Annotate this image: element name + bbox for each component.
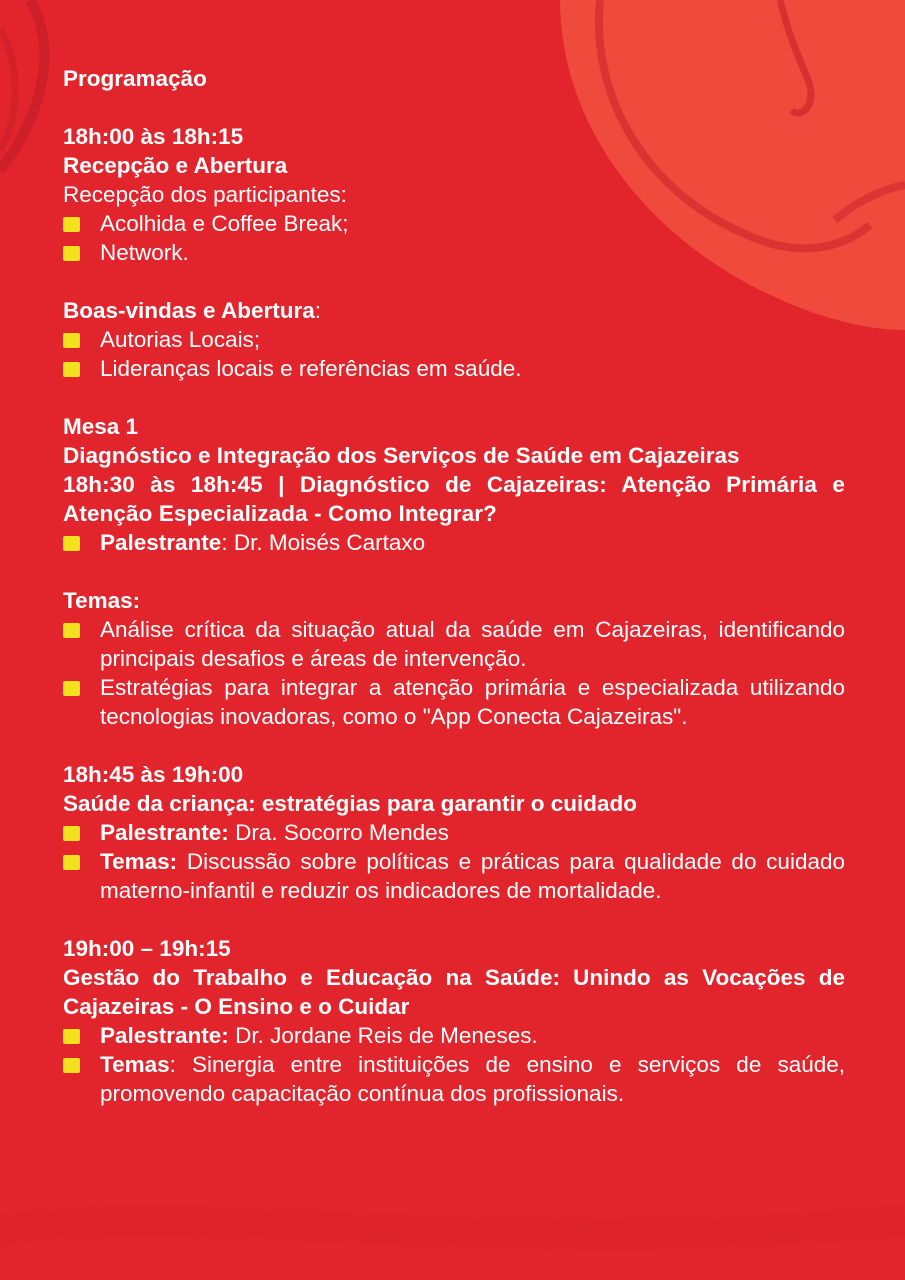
section-welcome — [63, 296, 845, 383]
list-item: Análise crítica da situação atual da saúde em Cajazeiras, identificando principais desafios e áreas de intervenção. — [63, 615, 845, 673]
list-item: Network. — [63, 238, 845, 267]
speaker-label: Palestrante: — [100, 1023, 229, 1048]
themes-text: Sinergia entre instituições de ensino e serviços de saúde, promovendo capacitação contínua dos profissionais. — [100, 1052, 845, 1106]
section-time: 18h:00 às 18h:15 — [63, 124, 244, 149]
list-item: Acolhida e Coffee Break; — [63, 209, 845, 238]
bullet-square-icon — [63, 826, 80, 841]
speaker-name: Dra. Socorro Mendes — [228, 820, 449, 845]
bullet-list — [63, 818, 845, 905]
list-item: Palestrante: Dr. Moisés Cartaxo — [63, 528, 845, 557]
section-child-health — [63, 760, 845, 905]
section-heading: Gestão do Trabalho e Educação na Saúde: Unindo as Vocações de Cajazeiras - O Ensino e o Cuidar — [63, 965, 845, 1019]
speaker-label: Palestrante — [100, 530, 222, 555]
themes-label: Temas: — [100, 849, 178, 874]
section-time: 19h:00 – 19h:15 — [63, 936, 231, 961]
bullet-list — [63, 1021, 845, 1108]
bullet-list — [63, 209, 845, 267]
list-item: Estratégias para integrar a atenção primária e especializada utilizando tecnologias inovadoras, como o "App Conecta Cajazeiras". — [63, 673, 845, 731]
list-item: Temas: Sinergia entre instituições de ensino e serviços de saúde, promovendo capacitação contínua dos profissionais. — [63, 1050, 845, 1108]
section-intro: Recepção dos participantes: — [63, 182, 347, 207]
bullet-square-icon — [63, 623, 80, 638]
section-work-education — [63, 934, 845, 1108]
speaker-label: Palestrante: — [100, 820, 229, 845]
section-heading: Boas-vindas e Abertura — [63, 298, 315, 323]
decor-curl-left-inner — [0, 30, 15, 150]
session-time-title: 18h:30 às 18h:45 | Diagnóstico de Cajazeiras: Atenção Primária e Atenção Especializada - Como Integrar? — [63, 472, 845, 526]
section-label: Mesa 1 — [63, 414, 139, 439]
section-mesa-1 — [63, 412, 845, 557]
program-content — [63, 64, 845, 1108]
bullet-list — [63, 615, 845, 731]
decor-bottom-swirl — [0, 1220, 905, 1234]
list-item — [63, 818, 845, 847]
section-reception — [63, 122, 845, 267]
themes-text: Discussão sobre políticas e práticas para qualidade do cuidado materno-infantil e reduzir os indicadores de mortalidade. — [100, 849, 845, 903]
section-themes — [63, 586, 845, 731]
speaker-name: Dr. Jordane Reis de Meneses. — [228, 1023, 538, 1048]
bullet-square-icon — [63, 1058, 80, 1073]
section-heading: Saúde da criança: estratégias para garantir o cuidado — [63, 791, 637, 816]
section-heading: Recepção e Abertura — [63, 153, 288, 178]
page-title: Programação — [63, 66, 207, 91]
bullet-square-icon — [63, 1029, 80, 1044]
list-item — [63, 1021, 845, 1050]
speaker-name: Dr. Moisés Cartaxo — [227, 530, 426, 555]
themes-label: Temas — [100, 1052, 170, 1077]
bullet-square-icon — [63, 217, 80, 232]
bullet-list — [63, 325, 845, 383]
section-time: 18h:45 às 19h:00 — [63, 762, 244, 787]
bullet-square-icon — [63, 681, 80, 696]
section-heading-line: Boas-vindas e Abertura: — [63, 298, 322, 323]
bullet-square-icon — [63, 536, 80, 551]
bullet-square-icon — [63, 362, 80, 377]
list-item: Autorias Locais; — [63, 325, 845, 354]
list-item — [63, 847, 845, 905]
bullet-square-icon — [63, 246, 80, 261]
bullet-square-icon — [63, 855, 80, 870]
bullet-list — [63, 528, 845, 557]
list-item: Lideranças locais e referências em saúde. — [63, 354, 845, 383]
bullet-square-icon — [63, 333, 80, 348]
section-heading: Diagnóstico e Integração dos Serviços de Saúde em Cajazeiras — [63, 443, 740, 468]
section-heading: Temas: — [63, 588, 141, 613]
